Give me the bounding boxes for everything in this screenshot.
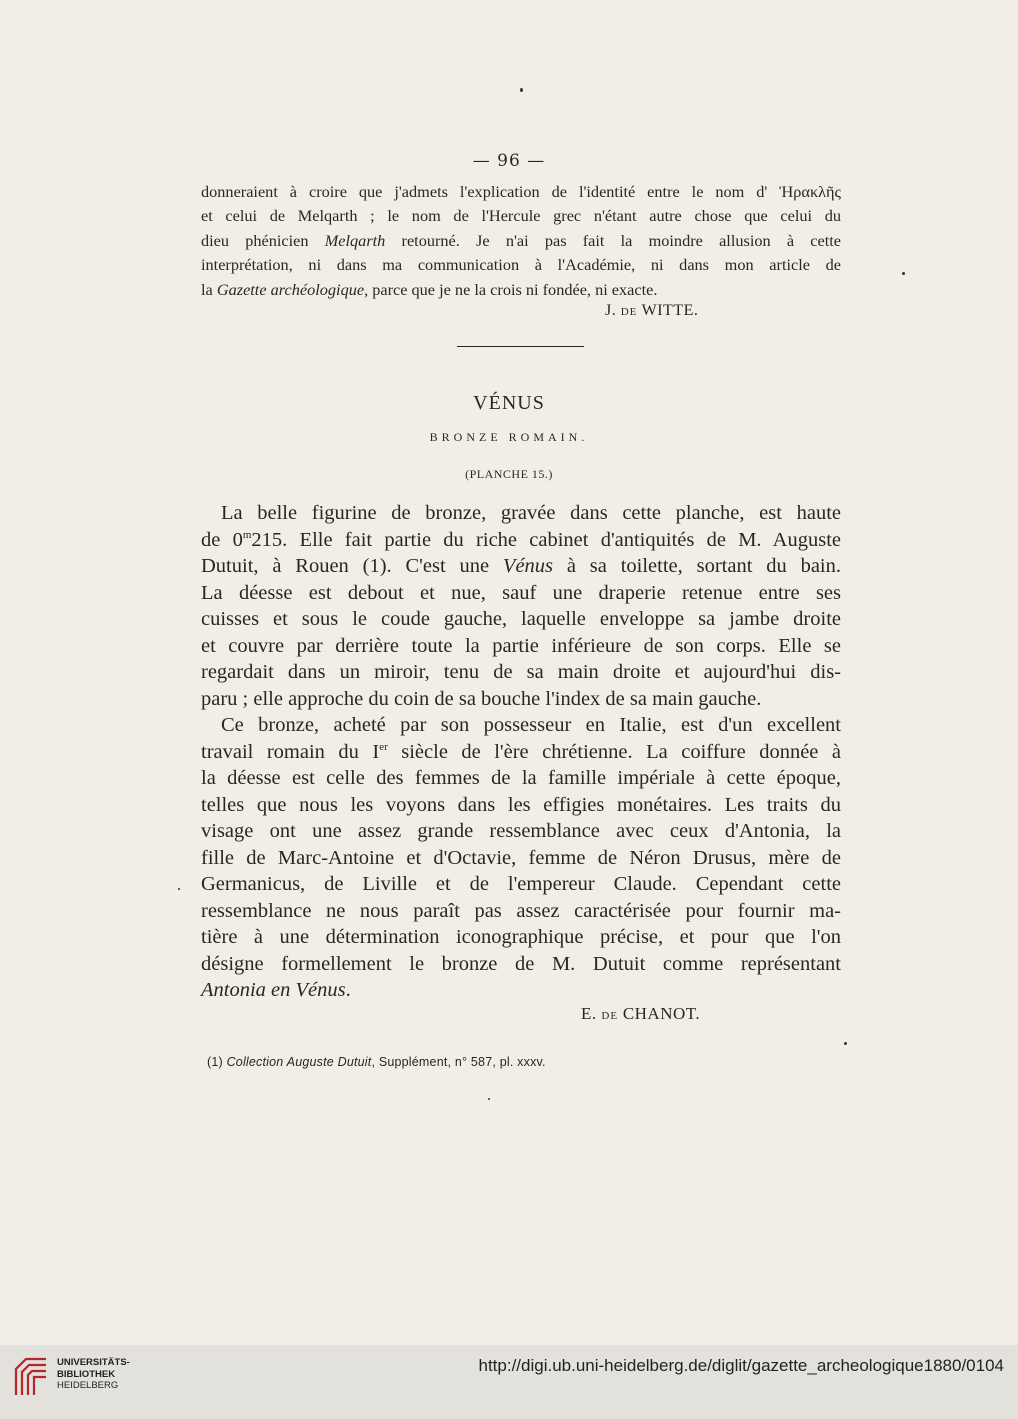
text-run: paru ; elle approche du coin de sa bouche l'index de sa main gauche.: [201, 687, 762, 710]
text-line: [201, 500, 841, 527]
text-line: [201, 229, 841, 253]
text-run: Melqarth: [324, 230, 386, 250]
text-run: dieu phénicien: [201, 230, 325, 250]
previous-article-text: [201, 180, 841, 302]
library-line-3: HEIDELBERG: [57, 1380, 119, 1391]
text-run: er: [379, 740, 388, 753]
text-run: travail romain du I: [201, 740, 380, 763]
scan-speck: [488, 1098, 490, 1100]
text-line: [201, 553, 841, 580]
text-line: [201, 606, 841, 633]
text-run: cuisses et sous le coude gauche, laquelle enveloppe sa jambe droite: [201, 608, 841, 630]
text-line: [201, 712, 841, 739]
library-line-1: UNIVERSITÄTS-: [57, 1357, 130, 1368]
signature-name: WITTE.: [637, 302, 699, 319]
source-url[interactable]: http://digi.ub.uni-heidelberg.de/diglit/gazette_archeologique1880/0104: [478, 1356, 1004, 1375]
text-run: regardait dans un miroir, tenu de sa main droite et aujourd'hui dis-: [201, 661, 841, 683]
scan-speck: [178, 888, 180, 890]
text-run: de 0: [201, 528, 243, 551]
page-number: — 96 —: [472, 151, 546, 171]
text-run: La déesse est debout et nue, sauf une draperie retenue entre ses: [201, 581, 841, 604]
text-run: Antonia en Vénus: [201, 979, 346, 1001]
text-line: [201, 845, 841, 872]
section-divider: [457, 346, 584, 347]
text-run: telles que nous les voyons dans les effigies monétaires. Les traits du: [201, 793, 841, 816]
text-line: [201, 924, 841, 951]
text-line: [201, 204, 841, 228]
text-run: Germanicus, de Liville et de l'empereur Claude. Cependant cette: [201, 873, 841, 895]
signature-de-witte: [605, 302, 698, 320]
text-run: la: [201, 279, 217, 299]
text-run: visage ont une assez grande ressemblance avec ceux d'Antonia, la: [201, 820, 841, 842]
text-run: .: [345, 979, 351, 1001]
text-run: m: [242, 528, 252, 541]
text-line: [201, 686, 841, 713]
scan-speck: [844, 1042, 847, 1045]
library-name: [57, 1357, 130, 1392]
text-run: ressemblance ne nous paraît pas assez caractérisée pour fournir ma-: [201, 899, 841, 922]
text-line: [201, 951, 841, 978]
text-line: [201, 871, 841, 898]
text-line: [201, 278, 841, 302]
text-run: désigne formellement le bronze de M. Dutuit comme représentant: [201, 952, 841, 975]
signature-chanot: [581, 1004, 700, 1024]
text-run: interprétation, ni dans ma communication à l'Académie, ni dans mon article de: [201, 255, 841, 275]
article-body: [201, 500, 841, 1004]
text-line: [201, 659, 841, 686]
footnote-marker: (1): [207, 1055, 227, 1069]
footnote: [207, 1055, 546, 1069]
text-line: [201, 765, 841, 792]
signature-particle: DE: [620, 306, 638, 318]
text-run: à sa toilette, sortant du bain.: [553, 555, 841, 577]
text-line: [201, 818, 841, 845]
library-line-2: BIBLIOTHEK: [57, 1368, 116, 1380]
text-run: et couvre par derrière toute la partie inférieure de son corps. Elle se: [201, 634, 841, 657]
text-run: donneraient à croire que j'admets l'explication de l'identité entre le nom d' Ἡρακλῆς: [201, 182, 841, 201]
university-library-logo-icon: [12, 1355, 48, 1397]
footnote-title: Collection Auguste Dutuit: [226, 1055, 372, 1069]
text-line: [201, 898, 841, 925]
text-run: retourné. Je n'ai pas fait la moindre allusion à cette: [385, 230, 841, 250]
scan-speck: [902, 272, 905, 275]
signature-particle: DE: [601, 1010, 619, 1022]
text-line: [201, 253, 841, 277]
text-run: Dutuit, à Rouen (1). C'est une: [201, 555, 503, 577]
footnote-rest: , Supplément, n° 587, pl. xxxv.: [371, 1055, 546, 1069]
text-line: [201, 527, 841, 554]
text-run: la déesse est celle des femmes de la famille impériale à cette époque,: [201, 767, 841, 789]
text-line: [201, 633, 841, 660]
text-line: [201, 180, 841, 204]
article-subtitle: BRONZE ROMAIN.: [429, 430, 589, 444]
signature-name: CHANOT.: [618, 1004, 701, 1023]
scan-speck: [520, 88, 523, 92]
text-run: Ce bronze, acheté par son possesseur en Italie, est d'un excellent: [221, 714, 841, 736]
text-run: 215. Elle fait partie du riche cabinet d'antiquités de M. Auguste: [251, 528, 841, 551]
text-run: fille de Marc-Antoine et d'Octavie, femme de Néron Drusus, mère de: [201, 846, 841, 869]
text-line: [201, 580, 841, 607]
article-title: VÉNUS: [473, 392, 545, 414]
text-run: La belle figurine de bronze, gravée dans cette planche, est haute: [221, 502, 841, 524]
text-line: [201, 792, 841, 819]
text-run: tière à une détermination iconographique précise, et pour que l'on: [201, 926, 841, 948]
text-line: [201, 739, 841, 766]
text-run: , parce que je ne la crois ni fondée, ni exacte.: [364, 279, 658, 299]
plate-reference: (PLANCHE 15.): [465, 467, 553, 481]
signature-initial: J.: [605, 302, 621, 319]
text-run: et celui de Melqarth ; le nom de l'Hercule grec n'étant autre chose que celui du: [201, 206, 841, 226]
text-line: [201, 977, 841, 1004]
text-run: Gazette archéologique: [216, 279, 365, 299]
text-run: Vénus: [502, 555, 554, 577]
signature-initial: E.: [581, 1004, 602, 1023]
text-run: siècle de l'ère chrétienne. La coiffure donnée à: [387, 740, 841, 763]
